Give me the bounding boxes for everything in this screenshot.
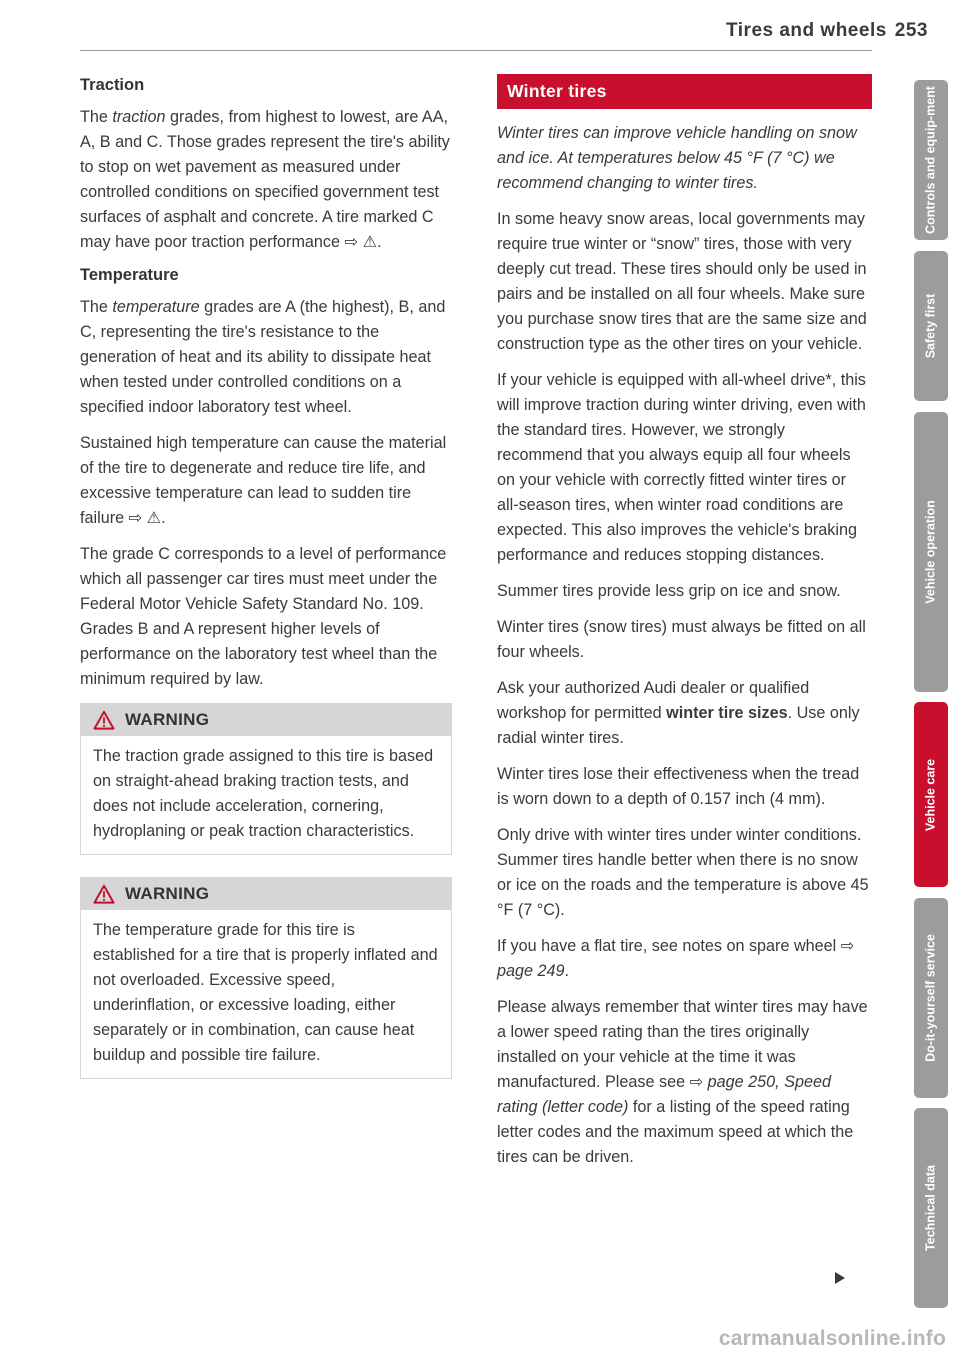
page-number: 253 [894, 20, 928, 41]
tab-label: Technical data [923, 1165, 938, 1251]
paragraph-1: In some heavy snow areas, local governments may require true winter or “snow” tires, those with very deeply cut tread. These tires should only be used in pairs and be installed on all four wheels. Make sure you purchase snow tires that are the same size and construction type as the other tires on your vehicle. [497, 210, 867, 353]
tab-safety-first[interactable] [914, 251, 948, 401]
tab-controls-and-equipment[interactable] [914, 80, 948, 240]
temperature-paragraph-1: The temperature grades are A (the highest), B, and C, representing the tire's resistance to the generation of heat and its ability to dissipate heat when tested under controlled conditions on a specified indoor laboratory test wheel. [80, 298, 446, 416]
paragraph-6: Winter tires lose their effectiveness when the tread is worn down to a depth of 0.157 inch (4 mm). [497, 765, 860, 808]
header-rule [80, 50, 872, 51]
temperature-heading: Temperature [80, 266, 179, 284]
warning-triangle-icon [93, 884, 115, 904]
warning-triangle-icon [93, 710, 115, 730]
tab-label: Vehicle care [923, 758, 938, 831]
paragraph-5: Ask your authorized Audi dealer or qualified workshop for permitted winter tire sizes. Use only radial winter tires. [497, 679, 860, 747]
tab-vehicle-care[interactable] [914, 702, 948, 887]
temperature-paragraph-3: The grade C corresponds to a level of performance which all passenger car tires must meet under the Federal Motor Vehicle Safety Standard No. 109. Grades B and A represent higher levels of performance on the laboratory test wheel than the minimum required by law. [80, 545, 447, 688]
section-title: Winter tires [497, 74, 872, 109]
lead-paragraph: Winter tires can improve vehicle handling on snow and ice. At temperatures below 45 °F (7 °C) we recommend changing to winter tires. [497, 124, 857, 192]
warning-label: WARNING [125, 710, 210, 729]
warning-header [81, 704, 451, 736]
tab-vehicle-operation[interactable] [914, 412, 948, 692]
paragraph-2: If your vehicle is equipped with all-wheel drive*, this will improve traction during winter driving, even with the standard tires. However, we strongly recommend that you always equip all four wheels on your vehicle with correctly fitted winter tires or all-season tires, when winter road conditions are expected. This also improves the vehicle's braking performance and reduces stopping distances. [497, 371, 866, 564]
page-reference-link[interactable]: ⇨ page 250, Speed rating (letter code) [497, 1073, 831, 1116]
header-title: Tires and wheels [726, 20, 887, 41]
warning-text: The temperature grade for this tire is established for a tire that is properly inflated and not overloaded. Excessive speed, underinflation, or excessive loading, either separately or in combination, can cause heat buildup and possible tire failure. [93, 921, 438, 1064]
tab-label: Do-it-yourself service [923, 934, 938, 1062]
warning-label: WARNING [125, 884, 210, 903]
right-column [497, 74, 872, 1181]
tab-label: Safety first [923, 293, 938, 359]
paragraph-9: Please always remember that winter tires may have a lower speed rating than the tires originally installed on your vehicle at the time it was manufactured. Please see ⇨ page 250, Speed rating (letter code) for a listing of the speed rating letter codes and the maximum speed at which the tires can be driven. [497, 998, 868, 1166]
warning-box-temperature [80, 877, 452, 1079]
temperature-paragraph-2: Sustained high temperature can cause the material of the tire to degenerate and reduce tire life, and excessive temperature can lead to sudden tire failure ⇨ ⚠. [80, 434, 447, 527]
watermark: carmanualsonline.info [718, 1327, 946, 1350]
traction-paragraph: The traction grades, from highest to lowest, are AA, A, B and C. Those grades represent the tire's ability to stop on wet pavement as measured under controlled conditions on specified government test surfaces of asphalt and concrete. A tire marked C may have poor traction performance ⇨ ⚠. [80, 108, 450, 251]
page-reference-link[interactable]: ⇨ page 249 [497, 937, 855, 980]
running-header [726, 20, 928, 42]
paragraph-3: Summer tires provide less grip on ice and snow. [497, 582, 841, 600]
traction-heading: Traction [80, 76, 145, 94]
warning-box-traction [80, 703, 452, 855]
warning-text: The traction grade assigned to this tire is based on straight-ahead braking traction tests, and does not include acceleration, cornering, hydroplaning or peak traction characteristics. [93, 747, 434, 840]
tab-label: Vehicle operation [923, 500, 938, 604]
paragraph-8: If you have a flat tire, see notes on spare wheel ⇨ page 249. [497, 937, 855, 980]
tab-label: Controls and equip-ment [923, 86, 938, 234]
tab-do-it-yourself-service[interactable] [914, 898, 948, 1098]
warning-header [81, 878, 451, 910]
paragraph-4: Winter tires (snow tires) must always be fitted on all four wheels. [497, 618, 866, 661]
tab-technical-data[interactable] [914, 1108, 948, 1308]
left-column [80, 74, 452, 1101]
continue-arrow-icon [835, 1272, 845, 1284]
paragraph-7: Only drive with winter tires under winter conditions. Summer tires handle better when there is no snow or ice on the roads and the temperature is above 45 °F (7 °C). [497, 826, 869, 919]
